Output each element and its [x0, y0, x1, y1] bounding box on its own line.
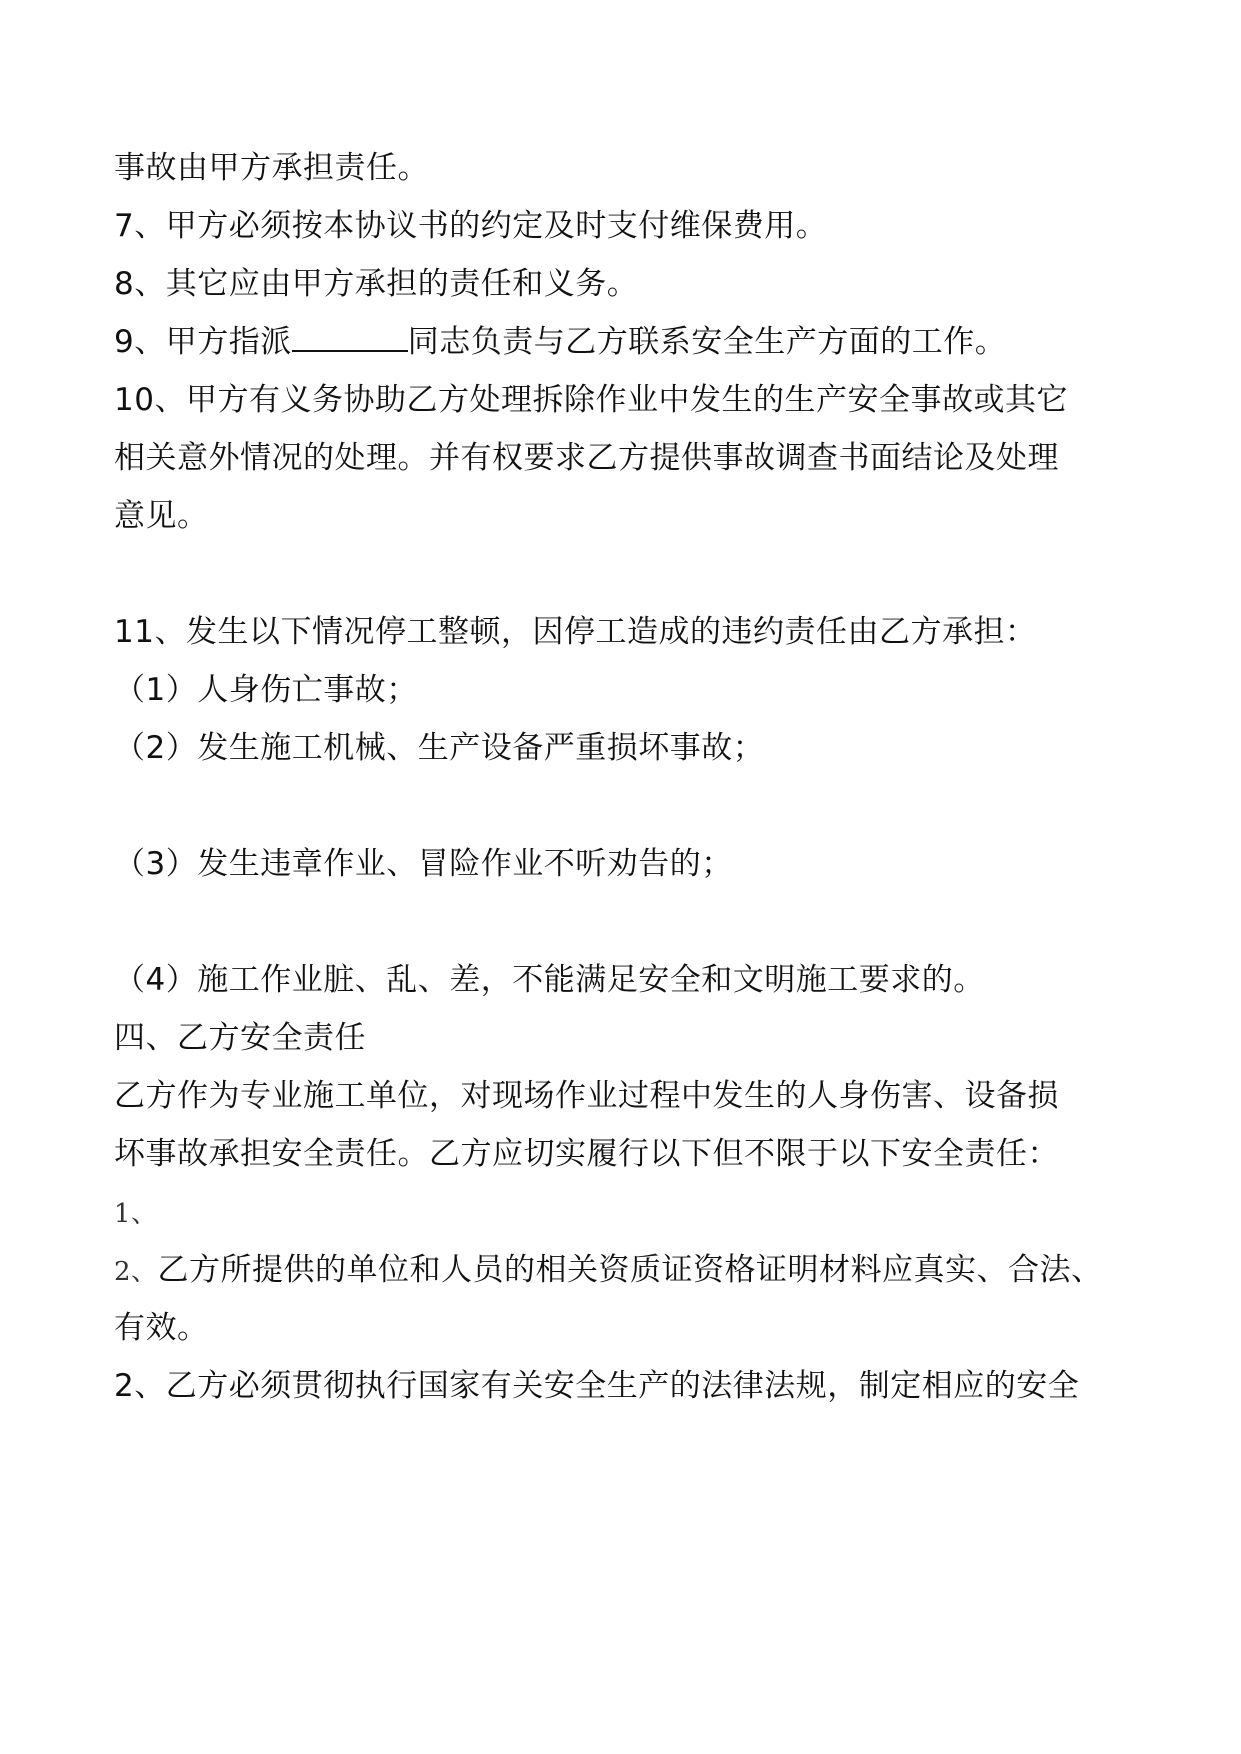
- text-line: 有效。: [114, 1310, 209, 1346]
- list-item: （3）发生违章作业、冒险作业不听劝告的；: [114, 846, 733, 882]
- text-line: [114, 1192, 1134, 1234]
- text-line: 坏事故承担安全责任。乙方应切实履行以下但不限于以下安全责任：: [114, 1136, 1059, 1172]
- text-line: 10、甲方有义务协助乙方处理拆除作业中发生的生产安全事故或其它: [114, 382, 1068, 418]
- list-item: （4）施工作业脏、乱、差，不能满足安全和文明施工要求的。: [114, 962, 985, 998]
- text-fragment: 乙方所提供的单位和人员的相关资质证资格证明材料应真实、合法、: [157, 1252, 1103, 1288]
- text-line: 2、乙方必须贯彻执行国家有关安全生产的法律法规，制定相应的安全: [114, 1368, 1080, 1404]
- text-line: 8、其它应由甲方承担的责任和义务。: [114, 266, 639, 302]
- text-line: 相关意外情况的处理。并有权要求乙方提供事故调查书面结论及处理: [114, 440, 1059, 476]
- text-fragment: 9、甲方指派: [114, 324, 292, 360]
- text-line: [114, 322, 1134, 362]
- item-number: 1、: [114, 1199, 158, 1229]
- text-line: 事故由甲方承担责任。: [114, 150, 429, 186]
- item-number: 2、: [114, 1257, 158, 1287]
- text-line: [114, 1250, 1134, 1292]
- text-line: 7、甲方必须按本协议书的约定及时支付维保费用。: [114, 208, 828, 244]
- section-heading: 四、乙方安全责任: [114, 1020, 366, 1056]
- fill-in-blank: [292, 322, 408, 352]
- text-line: 11、发生以下情况停工整顿，因停工造成的违约责任由乙方承担：: [114, 614, 1037, 650]
- text-line: 意见。: [114, 498, 209, 534]
- list-item: （1）人身伤亡事故；: [114, 672, 418, 708]
- text-fragment: 同志负责与乙方联系安全生产方面的工作。: [407, 324, 1007, 360]
- text-line: 乙方作为专业施工单位，对现场作业过程中发生的人身伤害、设备损: [114, 1078, 1059, 1114]
- list-item: （2）发生施工机械、生产设备严重损坏事故；: [114, 730, 765, 766]
